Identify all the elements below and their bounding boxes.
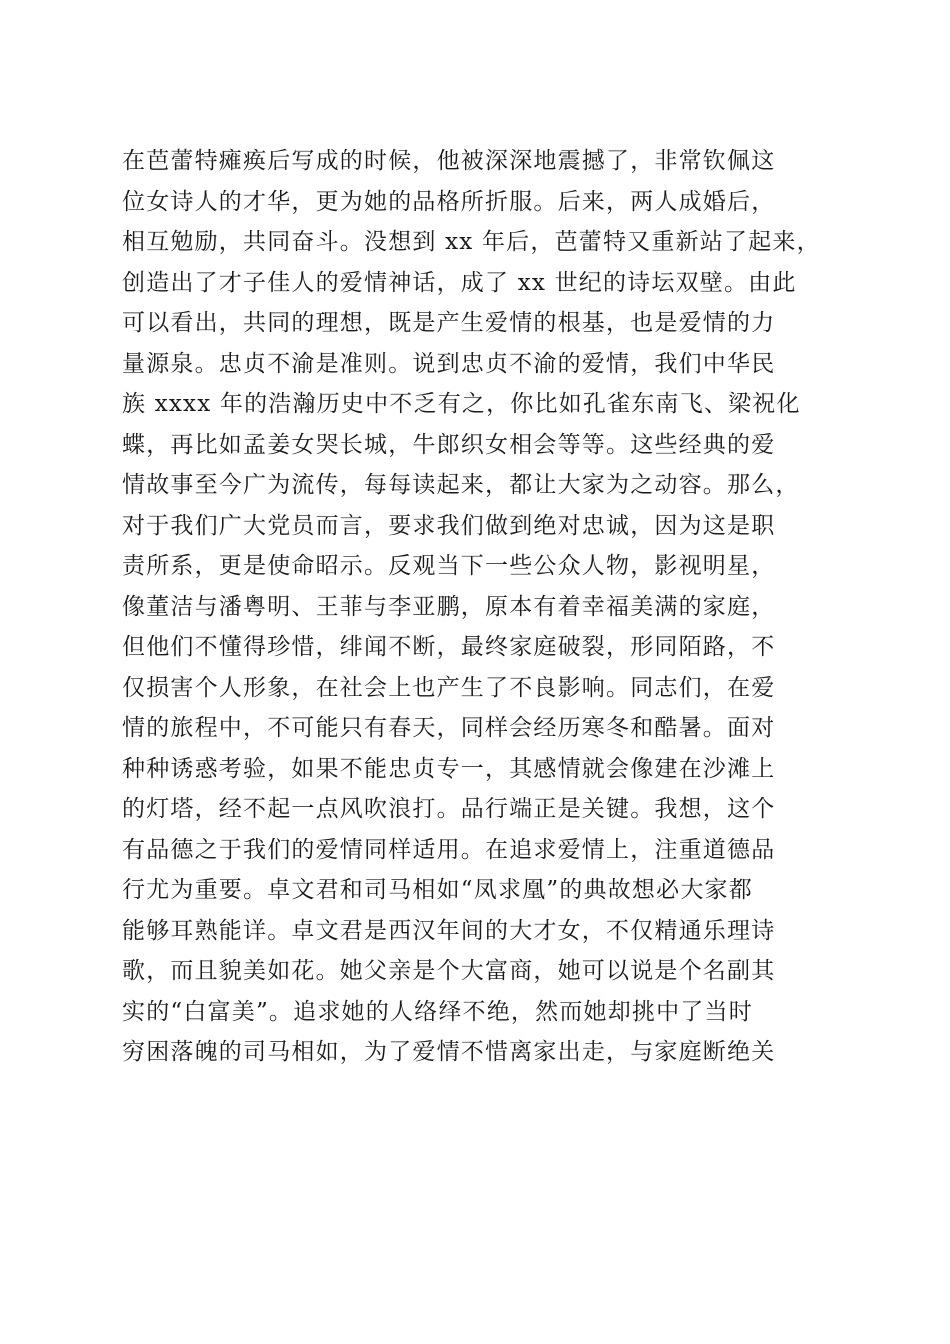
text-line: 实的“白富美”。追求她的人络绎不绝，然而她却挑中了当时 (122, 998, 753, 1025)
text-line: 可以看出，共同的理想，既是产生爱情的根基，也是爱情的力 (122, 310, 776, 336)
body-text (122, 141, 832, 1073)
text-line: 有品德之于我们的爱情同样适用。在追求爱情上，注重道德品 (122, 836, 776, 863)
text-line: 创造出了才子佳人的爱情神话，成了 xx 世纪的诗坛双壁。由此 (122, 269, 797, 296)
text-line: 情的旅程中，不可能只有春天，同样会经历寒冬和酷暑。面对 (122, 715, 776, 741)
text-line: 族 xxxx 年的浩瀚历史中不乏有之，你比如孔雀东南飞、梁祝化 (122, 391, 801, 417)
text-line: 歌，而且貌美如花。她父亲是个大富商，她可以说是个名副其 (122, 958, 776, 984)
text-line: 行尤为重要。卓文君和司马相如“凤求凰”的典故想必大家都 (122, 877, 753, 903)
text-line: 的灯塔，经不起一点风吹浪打。品行端正是关键。我想，这个 (122, 796, 776, 822)
text-line: 蝶，再比如孟姜女哭长城，牛郎织女相会等等。这些经典的爱 (122, 431, 776, 458)
text-line: 在芭蕾特瘫痪后写成的时候，他被深深地震撼了，非常钦佩这 (122, 148, 776, 174)
text-line: 但他们不懂得珍惜，绯闻不断，最终家庭破裂，形同陌路，不 (122, 634, 776, 660)
text-line: 对于我们广大党员而言，要求我们做到绝对忠诚，因为这是职 (122, 512, 776, 539)
text-line: 相互勉励，共同奋斗。没想到 xx 年后，芭蕾特又重新站了起来， (122, 229, 821, 255)
text-line: 种种诱惑考验，如果不能忠贞专一，其感情就会像建在沙滩上 (122, 755, 776, 782)
text-line: 位女诗人的才华，更为她的品格所折服。后来，两人成婚后， (122, 188, 776, 215)
text-line: 穷困落魄的司马相如，为了爱情不惜离家出走，与家庭断绝关 (122, 1039, 776, 1065)
text-line: 像董洁与潘粤明、王菲与李亚鹏，原本有着幸福美满的家庭， (122, 593, 776, 620)
text-line: 情故事至今广为流传，每每读起来，都让大家为之动容。那么， (122, 472, 800, 498)
text-line: 量源泉。忠贞不渝是准则。说到忠贞不渝的爱情，我们中华民 (122, 350, 776, 377)
text-line: 责所系，更是使命昭示。反观当下一些公众人物，影视明星， (122, 553, 776, 579)
text-line: 仅损害个人形象，在社会上也产生了不良影响。同志们，在爱 (122, 674, 776, 701)
text-line: 能够耳熟能详。卓文君是西汉年间的大才女，不仅精通乐理诗 (122, 917, 776, 944)
